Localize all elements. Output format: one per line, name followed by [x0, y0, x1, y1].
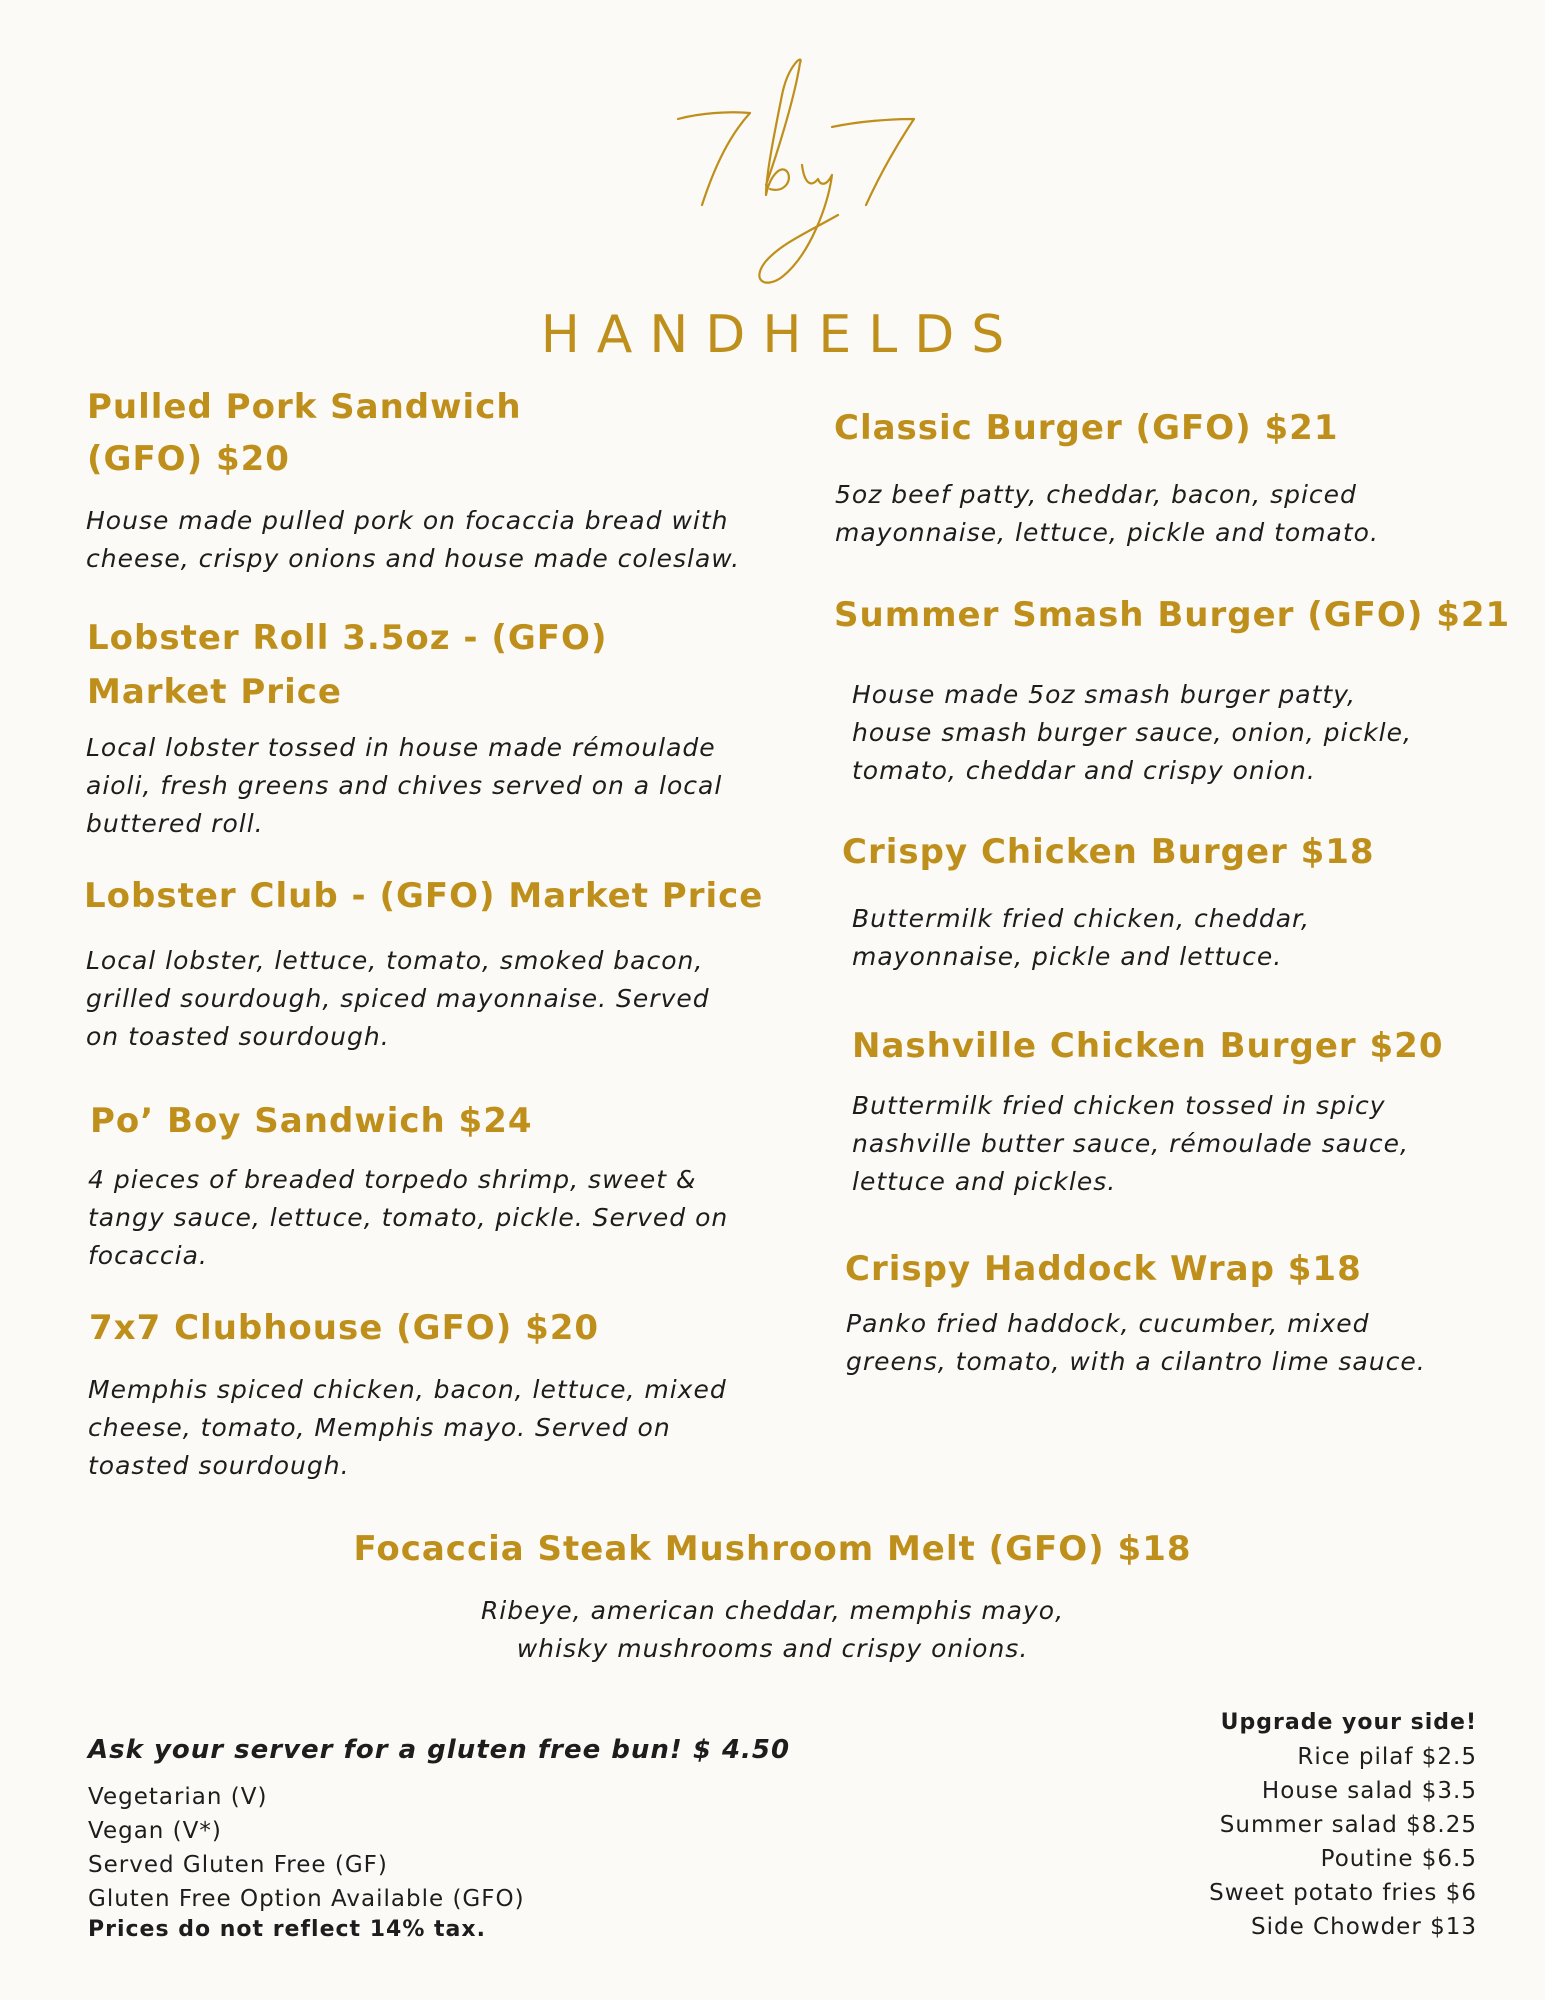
- side-item: Poutine $6.5: [1320, 1846, 1477, 1872]
- item-title-line2: (GFO) $20: [87, 439, 290, 479]
- side-item: House salad $3.5: [1261, 1778, 1477, 1804]
- item-desc-line: mayonnaise, lettuce, pickle and tomato.: [835, 518, 1379, 547]
- brand-logo: [670, 55, 930, 295]
- item-desc-line: whisky mushrooms and crispy onions.: [516, 1634, 1029, 1663]
- item-desc-line: House made pulled pork on focaccia bread with: [86, 506, 729, 535]
- item-desc-line: nashville butter sauce, rémoulade sauce,: [852, 1129, 1410, 1158]
- item-title: Classic Burger (GFO) $21: [834, 408, 1339, 448]
- side-item: Sweet potato fries $6: [1209, 1880, 1477, 1906]
- item-desc-line: aioli, fresh greens and chives served on a local: [86, 771, 723, 800]
- item-desc-line: focaccia.: [88, 1241, 208, 1270]
- tax-note: Prices do not reflect 14% tax.: [88, 1917, 486, 1942]
- item-desc-line: lettuce and pickles.: [852, 1167, 1117, 1196]
- item-desc-line: toasted sourdough.: [88, 1451, 350, 1480]
- item-title: 7x7 Clubhouse (GFO) $20: [89, 1308, 600, 1348]
- item-desc-line: 5oz beef patty, cheddar, bacon, spiced: [835, 480, 1357, 509]
- item-desc-line: buttered roll.: [86, 809, 264, 838]
- item-title: Focaccia Steak Mushroom Melt (GFO) $18: [353, 1529, 1192, 1569]
- side-item: Summer salad $8.25: [1219, 1812, 1477, 1838]
- item-desc-line: Buttermilk fried chicken tossed in spicy: [852, 1091, 1386, 1120]
- legend-item: Served Gluten Free (GF): [88, 1852, 388, 1878]
- item-title: Lobster Roll 3.5oz - (GFO): [87, 618, 608, 658]
- side-upgrades-title: Upgrade your side!: [1220, 1710, 1477, 1735]
- item-title: Summer Smash Burger (GFO) $21: [834, 595, 1511, 635]
- item-desc-line: Local lobster tossed in house made rémoulade: [86, 733, 716, 762]
- item-title: Crispy Chicken Burger $18: [842, 832, 1375, 872]
- side-upgrades-list: [1209, 1740, 1477, 1944]
- item-desc-line: House made 5oz smash burger patty,: [852, 680, 1357, 709]
- item-title: Nashville Chicken Burger $20: [852, 1026, 1444, 1066]
- item-title: Lobster Club - (GFO) Market Price: [84, 876, 764, 916]
- item-desc-line: cheese, crispy onions and house made coleslaw.: [86, 544, 741, 573]
- legend-item: Gluten Free Option Available (GFO): [88, 1886, 525, 1912]
- legend-item: Vegetarian (V): [88, 1784, 268, 1810]
- item-desc-line: tomato, cheddar and crispy onion.: [852, 756, 1316, 785]
- item-desc-line: on toasted sourdough.: [86, 1022, 390, 1051]
- section-title: HANDHELDS: [540, 305, 1022, 365]
- item-desc-line: Panko fried haddock, cucumber, mixed: [846, 1309, 1370, 1338]
- item-desc-line: 4 pieces of breaded torpedo shrimp, sweet &: [88, 1165, 697, 1194]
- legend-item: Vegan (V*): [88, 1818, 222, 1844]
- item-desc-line: Local lobster, lettuce, tomato, smoked bacon,: [86, 946, 704, 975]
- side-item: Rice pilaf $2.5: [1297, 1744, 1477, 1770]
- side-upgrades: [1209, 1706, 1477, 1944]
- item-desc-line: Ribeye, american cheddar, memphis mayo,: [480, 1596, 1065, 1625]
- side-item: Side Chowder $13: [1251, 1914, 1477, 1940]
- dietary-legend: [88, 1780, 525, 1916]
- item-desc-line: mayonnaise, pickle and lettuce.: [852, 942, 1283, 971]
- item-desc-line: Buttermilk fried chicken, cheddar,: [852, 904, 1310, 933]
- item-desc-line: house smash burger sauce, onion, pickle,: [852, 718, 1412, 747]
- item-desc-line: tangy sauce, lettuce, tomato, pickle. Served on: [88, 1203, 729, 1232]
- item-title: Po’ Boy Sandwich $24: [90, 1101, 533, 1141]
- item-desc-line: greens, tomato, with a cilantro lime sauce.: [846, 1347, 1426, 1376]
- item-desc-line: cheese, tomato, Memphis mayo. Served on: [88, 1413, 671, 1442]
- item-desc-line: Memphis spiced chicken, bacon, lettuce, mixed: [88, 1375, 727, 1404]
- item-desc-line: grilled sourdough, spiced mayonnaise. Served: [86, 984, 710, 1013]
- item-title: Pulled Pork Sandwich: [87, 387, 522, 427]
- item-title: Crispy Haddock Wrap $18: [845, 1249, 1362, 1289]
- item-title-line2: Market Price: [87, 672, 342, 712]
- gluten-free-bun-note: Ask your server for a gluten free bun! $ 4.50: [88, 1735, 791, 1765]
